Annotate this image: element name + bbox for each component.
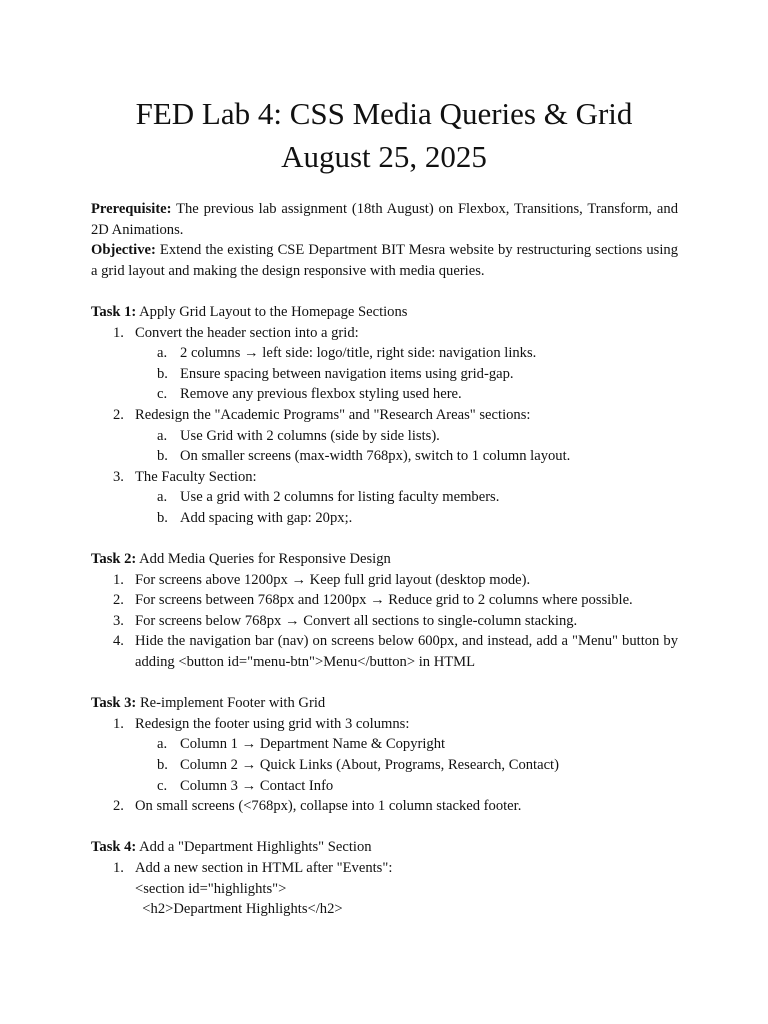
task1-item-2b (91, 446, 678, 467)
list-item-text: For screens between 768px and 1200px → Reduce grid to 2 columns where possible. (135, 592, 633, 609)
list-item-text: Use Grid with 2 columns (side by side lists). (180, 427, 440, 444)
code-line-1: <section id="highlights"> (135, 880, 287, 897)
list-letter: b. (157, 757, 168, 774)
list-number: 1. (113, 571, 124, 588)
list-item-text: On smaller screens (max-width 768px), switch to 1 column layout. (180, 448, 571, 465)
list-letter: b. (157, 448, 168, 465)
list-letter: a. (157, 489, 168, 506)
task1-item-2a (91, 426, 678, 447)
spacer (91, 529, 678, 550)
list-item-text: 2 columns → left side: logo/title, right side: navigation links. (180, 345, 537, 362)
list-item-text: Add a new section in HTML after "Events": (135, 860, 393, 876)
list-number: 1. (113, 860, 124, 876)
list-letter: c. (157, 777, 168, 794)
task1-item-3a (91, 487, 678, 508)
list-number: 2. (113, 592, 124, 609)
list-letter: a. (157, 345, 168, 362)
code-line-2: <h2>Department Highlights</h2> (135, 901, 343, 918)
list-item-text: Convert the header section into a grid: (135, 324, 359, 341)
list-number: 4. (113, 633, 124, 650)
task2-item-2 (91, 590, 678, 611)
prerequisite-paragraph (91, 199, 678, 240)
task3-label: Task 3: (91, 695, 137, 712)
list-item-text: Hide the navigation bar (nav) on screens below 600px, and instead, add a "Menu" button by adding <button id="menu-btn">Menu</button> in HTML (135, 633, 678, 671)
task1-item-3 (91, 467, 678, 488)
document-date: August 25, 2025 (281, 139, 487, 174)
list-number: 1. (113, 715, 124, 732)
task3-item-2 (91, 796, 678, 817)
task1-item-1a (91, 343, 678, 364)
list-letter: a. (157, 427, 168, 444)
task3-title: Re-implement Footer with Grid (136, 695, 326, 712)
task3-heading (91, 693, 678, 714)
task1-item-1b (91, 364, 678, 385)
task2-label: Task 2: (91, 551, 137, 568)
list-item-text: Use a grid with 2 columns for listing faculty members. (180, 489, 500, 506)
document-title: FED Lab 4: CSS Media Queries & Grid (135, 96, 633, 131)
objective-paragraph (91, 240, 678, 281)
task2-title: Add Media Queries for Responsive Design (136, 551, 391, 568)
list-item-text: Redesign the footer using grid with 3 columns: (135, 715, 410, 732)
task1-item-3b (91, 508, 678, 529)
task1-item-1c (91, 384, 678, 405)
list-item-text: Redesign the "Academic Programs" and "Research Areas" sections: (135, 406, 531, 423)
task2-heading (91, 549, 678, 570)
list-item-text: Column 2 → Quick Links (About, Programs, Research, Contact) (180, 757, 559, 774)
list-item-text: For screens below 768px → Convert all sections to single-column stacking. (135, 612, 578, 629)
list-item-text: Column 3 → Contact Info (180, 777, 334, 794)
task4-label: Task 4: (91, 839, 137, 856)
list-item-text: Ensure spacing between navigation items using grid-gap. (180, 365, 514, 382)
document-body (91, 199, 678, 920)
list-item-text: For screens above 1200px → Keep full grid layout (desktop mode). (135, 571, 531, 588)
task3-item-1a (91, 734, 678, 755)
task2-item-3 (91, 611, 678, 632)
task3-item-1b (91, 755, 678, 776)
list-letter: a. (157, 736, 168, 753)
task3-item-1c (91, 776, 678, 797)
task3-item-1 (91, 714, 678, 735)
list-item-text: Add spacing with gap: 20px;. (180, 509, 353, 526)
prerequisite-label: Prerequisite: (91, 201, 172, 217)
list-letter: c. (157, 386, 168, 403)
list-item-text: On small screens (<768px), collapse into 1 column stacked footer. (135, 798, 522, 815)
list-number: 1. (113, 324, 124, 341)
objective-text: Extend the existing CSE Department BIT Mesra website by restructuring sections using a grid layout and making the design responsive with media queries. (91, 242, 678, 279)
task1-item-1 (91, 323, 678, 344)
spacer (91, 817, 678, 838)
task1-heading (91, 302, 678, 323)
task4-item-1 (91, 858, 678, 879)
task4-heading (91, 837, 678, 858)
list-letter: b. (157, 509, 168, 526)
list-item-text: The Faculty Section: (135, 468, 257, 485)
document-title-block (0, 92, 768, 178)
list-letter: b. (157, 365, 168, 382)
task1-label: Task 1: (91, 303, 137, 320)
task1-item-2 (91, 405, 678, 426)
task4-title: Add a "Department Highlights" Section (136, 839, 372, 856)
spacer (91, 281, 678, 302)
task2-item-1 (91, 570, 678, 591)
list-item-text: Column 1 → Department Name & Copyright (180, 736, 446, 753)
prerequisite-text: The previous lab assignment (18th August) on Flexbox, Transitions, Transform, and 2D Animations. (91, 201, 678, 238)
list-number: 3. (113, 612, 124, 629)
list-item-text: Remove any previous flexbox styling used here. (180, 386, 462, 403)
task2-item-4 (91, 631, 678, 672)
list-number: 2. (113, 798, 124, 815)
objective-label: Objective: (91, 242, 156, 259)
list-number: 2. (113, 406, 124, 423)
spacer (91, 673, 678, 694)
task1-title: Apply Grid Layout to the Homepage Sections (136, 303, 408, 320)
list-number: 3. (113, 468, 124, 485)
